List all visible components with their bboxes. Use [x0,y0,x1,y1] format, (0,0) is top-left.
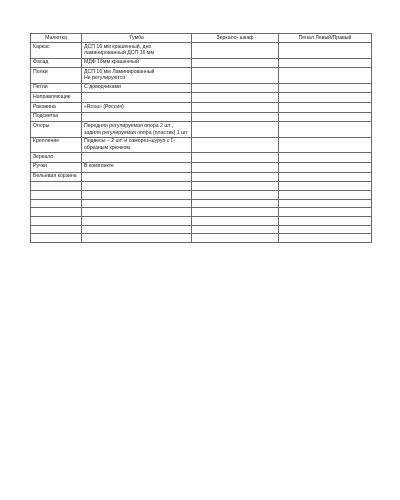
header-cell-cabinet: Тумба [82,34,192,43]
table-row [31,162,372,172]
table-row [31,182,372,191]
table-cell: С доводчиками [82,83,192,93]
row-label-cell: Раковина [31,103,82,113]
row-label-cell [31,225,82,234]
table-cell [192,68,279,83]
table-row [31,103,372,113]
table-row [31,122,372,137]
table-cell [279,122,372,137]
table-cell: ДСП 16 мм Ламинированный Не регулируются [82,68,192,83]
table-cell [82,153,192,163]
table-cell [192,153,279,163]
row-label-cell: Петли [31,83,82,93]
table-cell [192,83,279,93]
table-row [31,68,372,83]
row-label-cell: Зеркало [31,153,82,163]
table-cell: МДФ 16мм крашенный [82,58,192,68]
table-row [31,190,372,199]
table-cell [82,172,192,182]
table-cell: Передняя регулируемая опора 2 шт., задняя регулируемая опора (пластик) 1 шт. [82,122,192,137]
row-label-cell: Бельевая корзина [31,172,82,182]
row-label-cell: Ручки [31,162,82,172]
row-label-cell [31,182,82,191]
table-header-row [31,34,372,43]
table-cell [279,234,372,243]
table-cell: В комплекте [82,162,192,172]
table-cell [279,103,372,113]
table-cell [192,112,279,122]
table-row [31,199,372,208]
table-row [31,58,372,68]
row-label-cell [31,199,82,208]
row-label-cell [31,208,82,217]
row-label-cell: Направляющие [31,93,82,103]
row-label-cell: Каркас [31,43,82,58]
table-cell [279,162,372,172]
row-label-cell [31,216,82,225]
table-cell [82,112,192,122]
row-label-cell [31,190,82,199]
table-cell [192,162,279,172]
table-cell [192,43,279,58]
table-cell [279,83,372,93]
table-cell [82,190,192,199]
table-cell [192,103,279,113]
table-cell [279,208,372,217]
table-cell [279,93,372,103]
row-label-cell: Подсветка [31,112,82,122]
table-cell [192,234,279,243]
table-cell [279,58,372,68]
header-cell-tall-cabinet: Пенал Левый/Правый [279,34,372,43]
table-cell: Подвесы – 2 шт. и саморез-шуруп с Г-образным крючком [82,137,192,152]
table-cell [279,43,372,58]
row-label-cell: Полки [31,68,82,83]
table-cell [279,172,372,182]
specification-table [30,33,372,243]
row-label-cell: Опоры [31,122,82,137]
table-cell [192,172,279,182]
table-row [31,43,372,58]
table-cell [279,199,372,208]
table-cell [82,225,192,234]
table-cell [279,190,372,199]
table-cell [82,182,192,191]
table-row [31,225,372,234]
row-label-cell: Крепление [31,137,82,152]
table-cell: ДСП 16 мм крашенный, дно ламинированный ДСП 16 мм [82,43,192,58]
table-cell [192,93,279,103]
table-cell [82,216,192,225]
table-row [31,83,372,93]
table-cell [82,93,192,103]
table-cell [192,122,279,137]
table-cell [192,58,279,68]
specification-table-body [31,34,372,243]
table-cell: «Rosa» (Россия) [82,103,192,113]
table-row [31,93,372,103]
table-cell [82,199,192,208]
table-cell [82,208,192,217]
row-label-cell: Фасад [31,58,82,68]
table-row [31,172,372,182]
table-cell [279,216,372,225]
table-row [31,216,372,225]
table-cell [82,234,192,243]
table-cell [279,137,372,152]
row-label-cell [31,234,82,243]
table-row [31,208,372,217]
table-row [31,137,372,152]
table-cell [279,68,372,83]
table-cell [192,182,279,191]
table-cell [192,216,279,225]
table-row [31,234,372,243]
table-cell [192,190,279,199]
table-cell [279,112,372,122]
table-cell [192,199,279,208]
table-cell [279,153,372,163]
header-cell-mirror-cabinet: Зеркало- шкаф [192,34,279,43]
table-cell [192,137,279,152]
table-cell [192,208,279,217]
table-cell [279,182,372,191]
table-cell [192,225,279,234]
table-cell [279,225,372,234]
table-row [31,112,372,122]
table-row [31,153,372,163]
header-cell-model: Малютка [31,34,82,43]
